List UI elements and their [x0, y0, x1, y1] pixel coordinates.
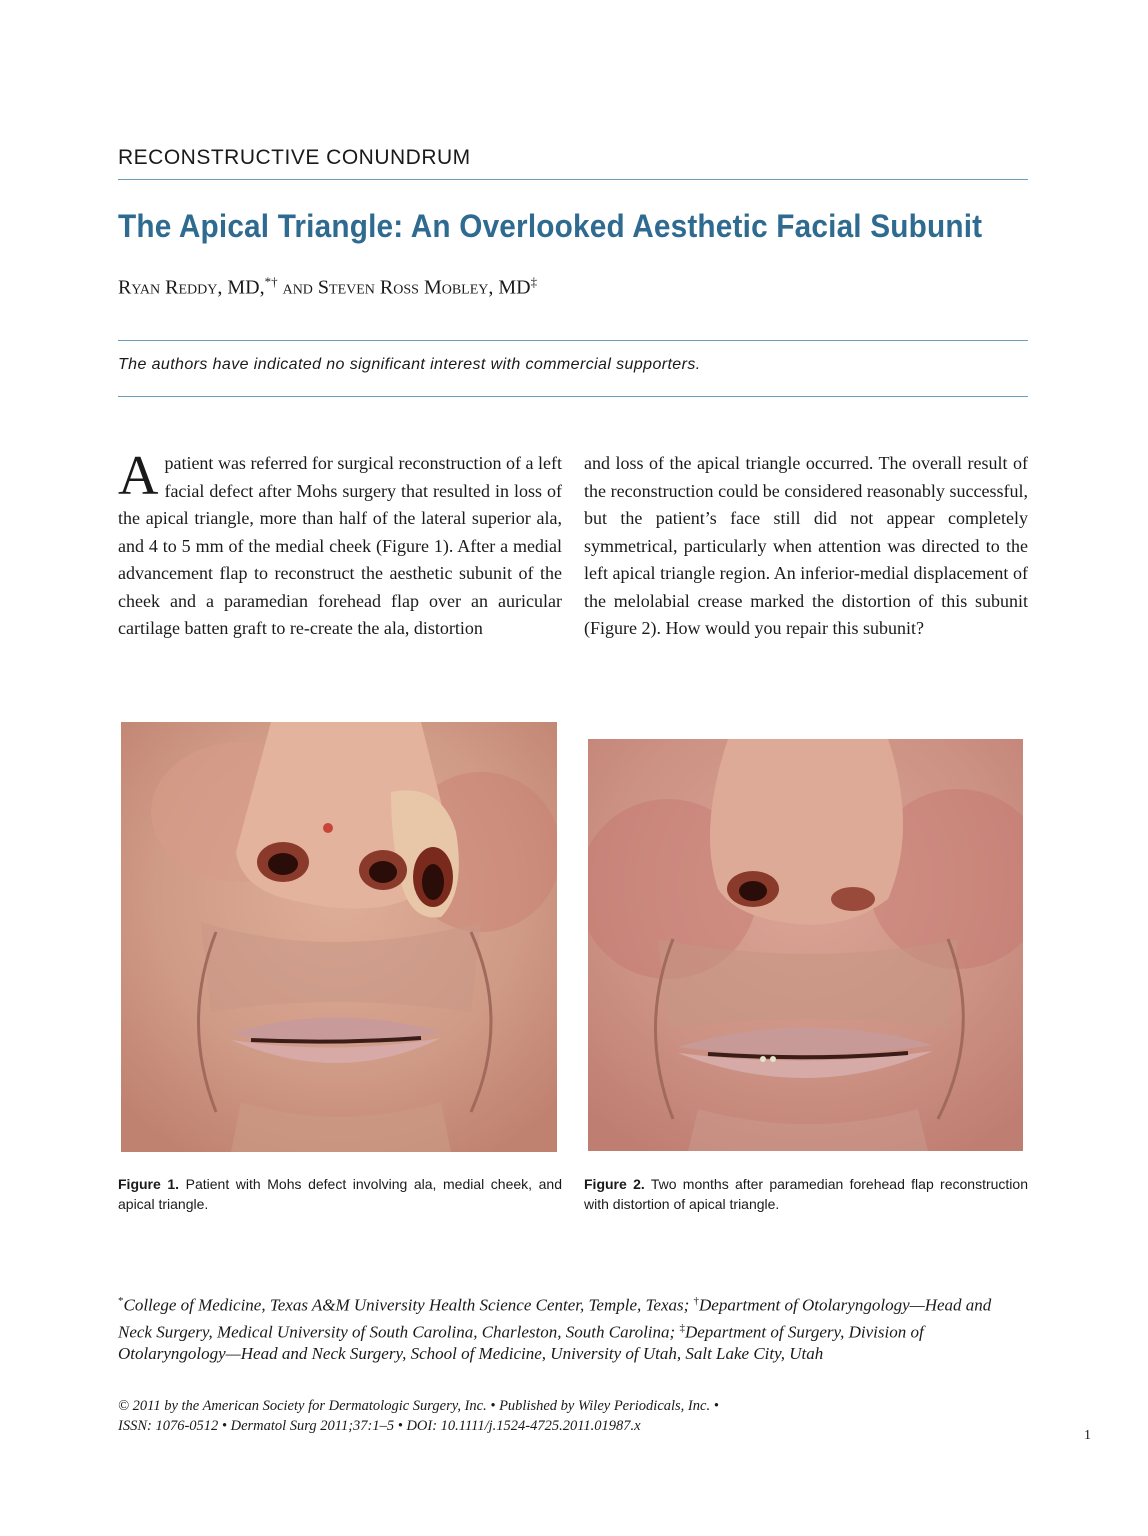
header-divider [118, 179, 1028, 180]
figure-1-photo [121, 722, 557, 1152]
caption-text: Patient with Mohs defect involving ala, medial cheek, and apical triangle. [118, 1176, 562, 1212]
figure-2-photo [588, 739, 1023, 1151]
section-label: RECONSTRUCTIVE CONUNDRUM [118, 146, 471, 169]
figure-2-caption [584, 1174, 1028, 1214]
figure-label: Figure 1. [118, 1176, 180, 1192]
citation-line: ISSN: 1076-0512 • Dermatol Surg 2011;37:1–5 • DOI: 10.1111/j.1524-4725.2011.01987.x [118, 1418, 641, 1434]
copyright-block [118, 1396, 1028, 1436]
author-separator: and [277, 276, 318, 299]
body-text: patient was referred for surgical reconstruction of a left facial defect after Mohs surgery that resulted in loss of the apical triangle, more than half of the lateral superior ala, and 4 to 5 mm of the medial cheek (Figure 1). After a medial advancement flap to reconstruct the aesthetic subunit of the cheek and a paramedian forehead flap over an auricular cartilage batten graft to re-create the ala, distortion [118, 453, 562, 638]
figure-label: Figure 2. [584, 1176, 645, 1192]
drop-cap: A [118, 445, 159, 507]
affiliation-text: Department of Otolaryngology—Head and Neck Surgery, Medical University of South Carolina, Charleston, South Carolina; [118, 1295, 992, 1342]
author-affiliation-mark: ‡ [530, 274, 538, 289]
affiliation-text: Department of Surgery, Division of Otolaryngology—Head and Neck Surgery, School of Medicine, University of Utah, Salt Lake City, Utah [118, 1322, 924, 1364]
affiliations [118, 1290, 1028, 1365]
author-name: Steven Ross Mobley, MD [317, 276, 531, 299]
author-affiliation-mark: *† [264, 274, 278, 289]
disclosure-statement: The authors have indicated no significant interest with commercial supporters. [118, 356, 701, 373]
disclosure-bottom-divider [118, 396, 1028, 397]
copyright-line: © 2011 by the American Society for Dermatologic Surgery, Inc. • Published by Wiley Periodicals, Inc. • [118, 1398, 719, 1414]
author-line [118, 274, 537, 300]
affiliation-mark: ‡ [679, 1321, 685, 1334]
figure-1-caption [118, 1174, 562, 1214]
affiliation-mark: * [118, 1295, 124, 1307]
body-column-left [118, 445, 562, 643]
page-number: 1 [1084, 1428, 1091, 1443]
body-text: and loss of the apical triangle occurred. The overall result of the reconstruction could be considered reasonably successful, but the patient’s face still did not appear completely symmetrical, particularly when attention was directed to the left apical triangle region. An inferior-medial displacement of the melolabial crease marked the distortion of this subunit (Figure 2). How would you repair this subunit? [584, 453, 1028, 638]
author-name: Ryan Reddy, MD, [118, 276, 265, 299]
caption-text: Two months after paramedian forehead flap reconstruction with distortion of apical triangle. [584, 1176, 1028, 1212]
body-column-right [584, 450, 1028, 643]
article-title: The Apical Triangle: An Overlooked Aesthetic Facial Subunit [118, 208, 983, 244]
affiliation-mark: † [693, 1295, 700, 1307]
affiliation-text: College of Medicine, Texas A&M University Health Science Center, Temple, Texas; [123, 1295, 694, 1315]
disclosure-top-divider [118, 340, 1028, 341]
